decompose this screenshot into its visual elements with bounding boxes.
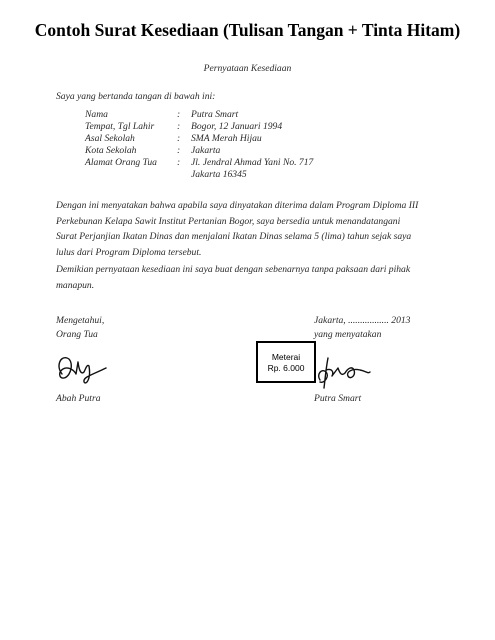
closing-paragraph [56,262,456,293]
paragraph-line: Dengan ini menyatakan bahwa apabila saya dinyatakan diterima dalam Program Diploma III [56,200,419,211]
parent-label: Orang Tua [56,329,98,340]
stamp-duty-box [256,341,316,383]
identity-label: Kota Sekolah [85,145,137,156]
identity-colon: : [177,157,181,168]
identity-label: Tempat, Tgl Lahir [85,121,155,132]
identity-label: Alamat Orang Tua [85,157,157,168]
identity-value: Bogor, 12 Januari 1994 [191,121,283,132]
paragraph-line: Perkebunan Kelapa Sawit Institut Pertanian Bogor, saya bersedia untuk menandatangani [56,215,401,227]
identity-row [85,145,313,157]
identity-value: Putra Smart [191,109,239,120]
identity-row [85,133,313,145]
identity-colon: : [177,121,181,132]
stamp-duty-label: Meterai [271,352,301,362]
parent-name: Abah Putra [56,393,101,404]
place-date: Jakarta, ................. 2013 [314,315,411,326]
declarant-name: Putra Smart [314,393,362,404]
identity-colon [177,169,191,181]
identity-row [85,157,313,169]
identity-value: Jakarta [191,145,221,156]
identity-colon: : [177,133,181,144]
letter-heading: Pernyataan Kesediaan [203,63,292,74]
identity-row [85,169,313,181]
intro-text: Saya yang bertanda tangan di bawah ini: [56,91,216,102]
paragraph-line: manapun. [56,279,95,291]
declarant-label: yang menyatakan [314,329,382,340]
paragraph-line: Demikian pernyataan kesediaan ini saya buat dengan sebenarnya tanpa paksaan dari pihak [56,264,411,275]
document-title: Contoh Surat Kesediaan (Tulisan Tangan + Tinta Hitam) [34,20,461,40]
paragraph-line: Surat Perjanjian Ikatan Dinas dan menjalani Ikatan Dinas selama 5 (lima) tahun sejak saya [56,231,412,243]
identity-label: Nama [85,109,108,120]
acknowledged-label: Mengetahui, [56,315,105,326]
identity-table [85,109,313,181]
parent-signature [54,348,116,388]
identity-colon: : [177,145,181,156]
paragraph-line: lulus dari Program Diploma tersebut. [56,246,202,258]
identity-row [85,121,313,133]
identity-colon: : [177,109,181,120]
stamp-duty-value: Rp. 6.000 [267,363,305,373]
identity-row [85,109,313,121]
declarant-signature [310,350,382,392]
identity-value: Jl. Jendral Ahmad Yani No. 717 [191,157,314,168]
identity-label: Asal Sekolah [85,133,135,144]
identity-value: SMA Merah Hijau [191,133,262,144]
statement-paragraph [56,198,456,260]
identity-label [85,169,177,181]
identity-value: Jakarta 16345 [191,169,247,180]
